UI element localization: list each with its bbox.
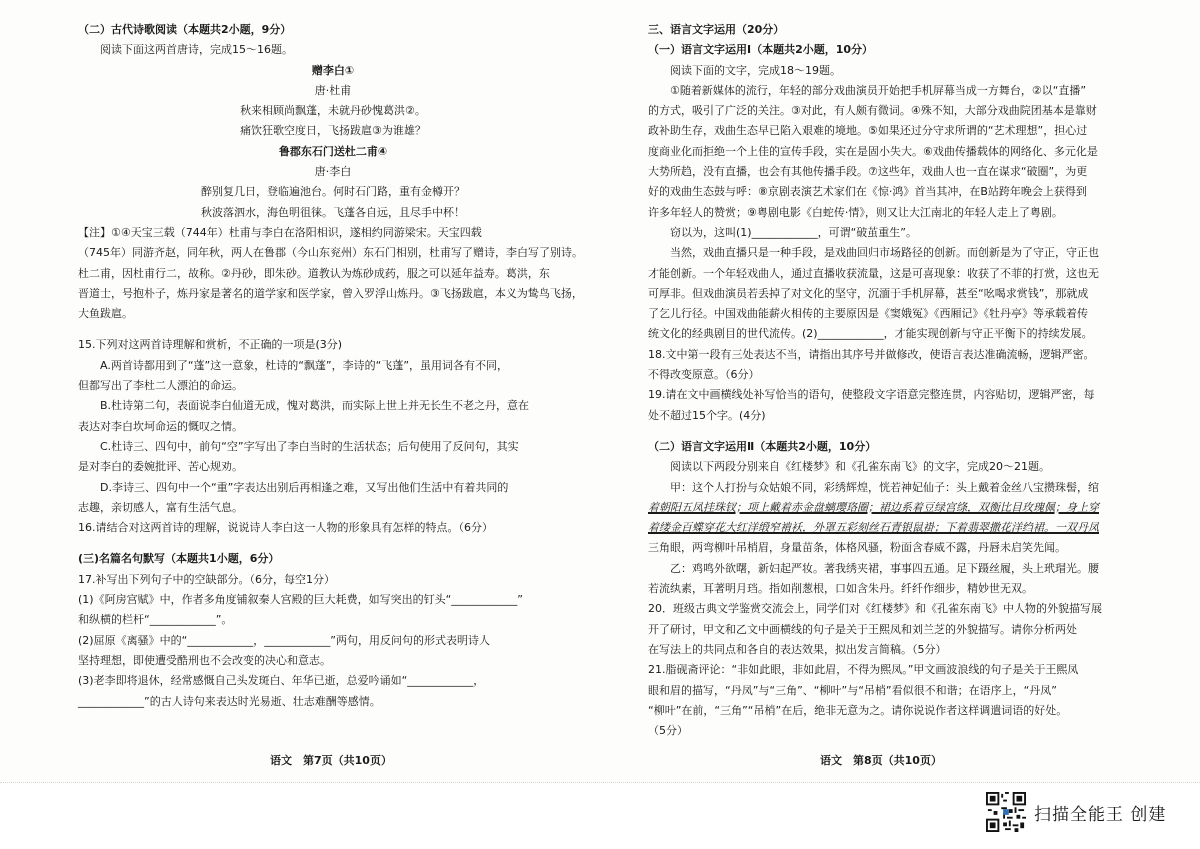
right-page-footer: 语文 第8页（共10页）	[820, 754, 942, 767]
right-text-line: 开了研讨，甲文和乙文中画横线的句子是关于王熙凤和刘兰芝的外貌描写。请你分析两处	[648, 622, 1077, 636]
right-text-line: 度商业化而拒绝一个上佳的宣传手段，实在是固小失大。⑥戏曲传播载体的网络化、多元化是	[648, 144, 1098, 158]
left-text-line: (1)《阿房宫赋》中，作者多角度铺叙秦人宫殿的巨大耗费，如写突出的钉头“____________”	[78, 593, 523, 607]
left-text-line: 志趣，亲切感人，富有生活气息。	[78, 500, 243, 514]
left-text-line: 赠李白①	[311, 63, 355, 77]
right-text-line	[648, 426, 1164, 437]
left-text-line: (2)屈原《离骚》中的“____________，____________”两句，用反问句的形式表明诗人	[78, 633, 490, 647]
right-text-line: 当然，戏曲直播只是一种手段，是戏曲回归市场路径的创新。而创新是为了守正，守正也	[670, 246, 1099, 260]
right-text-line: 处不超过15个字。(4分)	[648, 408, 766, 422]
left-text-line: 晋道士，号抱朴子，炼丹家是著名的道学家和医学家，曾入罗浮山炼丹。③飞扬跋扈，本义为鸷鸟飞扬，	[78, 286, 583, 300]
left-text-line: 坚持理想，即使遭受酷刑也不会改变的决心和意志。	[78, 653, 331, 667]
left-page-footer: 语文 第7页（共10页）	[270, 754, 392, 767]
left-text-line	[78, 324, 588, 335]
left-text-line: 和纵横的栏杆“____________”。	[78, 613, 233, 627]
qr-code-icon	[986, 792, 1026, 832]
right-text-line: 大势所趋，没有直播，也会有其他传播手段。⑦这些年，戏曲人也一直在谋求“破圈”，为更	[648, 165, 1088, 179]
right-text-line: 好的戏曲生态鼓与呼：⑧京剧表演艺术家们在《惊·鸿》首当其冲，在B站跨年晚会上获得到	[648, 185, 1087, 199]
right-text-line: 21.脂砚斋评论：“非如此眼，非如此眉，不得为熙凤。”甲文画波浪线的句子是关于王熙凤	[648, 663, 1079, 677]
left-text-line: 是对李白的委婉批评、苦心规劝。	[78, 460, 243, 474]
left-text-line: C.杜诗三、四句中，前句“空”字写出了李白当时的生活状态；后句使用了反问句，其实	[100, 439, 519, 453]
left-page-column	[78, 20, 588, 712]
left-text-line: (3)老李即将退休，经常感慨自己头发斑白、年华已逝，总爱吟诵如“____________，	[78, 674, 485, 688]
right-text-line: 窃以为，这叫(1)____________，可谓“破茧重生”。	[670, 225, 917, 239]
left-text-line: 表达对李白坎坷命运的慨叹之情。	[78, 419, 243, 433]
left-text-line: 17.补写出下列句子中的空缺部分。（6分，每空1分）	[78, 572, 335, 586]
right-text-line: 着朝阳五凤挂珠钗；项上戴着赤金盘螭璎珞圈；裙边系着豆绿宫绦，双衡比目玫瑰佩；身上穿	[648, 500, 1099, 514]
left-text-line: 痛饮狂歌空度日，飞扬跋扈③为谁雄？	[240, 124, 426, 138]
left-text-line: ____________”的古人诗句来表达时光易逝、壮志难酬等感情。	[78, 694, 381, 708]
right-text-line: 了乞儿行径。中国戏曲能薪火相传的主要原因是《窦娥冤》《西厢记》《牡丹亭》等承载着传	[648, 307, 1088, 321]
right-text-line: 三、语言文字运用（20分）	[648, 23, 785, 36]
right-text-line: 可厚非。但戏曲演员若丢掉了对文化的坚守，沉湎于手机屏幕，甚至“吆喝求赏钱”，那就成	[648, 286, 1089, 300]
left-text-line: （二）古代诗歌阅读（本题共2小题，9分）	[78, 23, 292, 36]
right-text-line: 统文化的经典剧目的世代流传。(2)____________，才能实现创新与守正平衡下的持续发展。	[648, 327, 1093, 341]
right-text-line: （一）语言文字运用Ⅰ（本题共2小题，10分）	[648, 43, 874, 57]
left-text-line: D.李诗三、四句中一个“重”字表达出别后再相逢之难，又写出他们生活中有着共同的	[100, 480, 509, 494]
right-text-line: 不得改变原意。（6分）	[648, 368, 760, 382]
right-text-line: 甲：这个人打扮与众姑娘不同，彩绣辉煌，恍若神妃仙子：头上戴着金丝八宝攒珠髻，绾	[670, 480, 1099, 494]
right-text-line: 阅读以下两段分别来自《红楼梦》和《孔雀东南飞》的文字，完成20～21题。	[670, 460, 1050, 474]
watermark-text: 扫描全能王 创建	[1034, 804, 1167, 825]
left-text-line: 秋波落泗水，海色明徂徕。飞蓬各自远，且尽手中杯！	[201, 205, 465, 219]
right-text-line: 18.文中第一段有三处表达不当，请指出其序号并做修改，使语言表达准确流畅，逻辑严密。	[648, 347, 1095, 361]
left-text-line: 杜二甫，因杜甫行二，故称。②丹砂，即朱砂。道教认为炼砂成药，服之可以延年益寿。葛洪，东	[78, 266, 550, 280]
right-text-line: 的方式，吸引了广泛的关注。③对此，有人颇有微词。④殊不知，大部分戏曲院团基本是靠财	[648, 104, 1097, 118]
right-text-line: 才能创新。一个年轻戏曲人，通过直播收获流量，这是可喜现象：收获了不菲的打赏，这也无	[648, 266, 1099, 280]
left-text-line: 秋来相顾尚飘蓬，未就丹砂愧葛洪②。	[240, 104, 426, 118]
right-text-line: （二）语言文字运用Ⅱ（本题共2小题，10分）	[648, 439, 877, 453]
right-text-line: 若流纨素，耳著明月珰。指如削葱根，口如含朱丹。纤纤作细步，精妙世无双。	[648, 582, 1033, 596]
left-text-line: (三)名篇名句默写（本题共1小题，6分）	[78, 552, 280, 566]
left-text-line: 醉别复几日，登临遍池台。何时石门路，重有金樽开？	[201, 185, 465, 199]
right-text-line: “柳叶”在前，“三角”“吊梢”在后，绝非无意为之。请你说说作者这样调遣词语的好处。	[648, 703, 1068, 717]
right-text-line: 三角眼，两弯柳叶吊梢眉，身量苗条，体格风骚，粉面含春威不露，丹唇未启笑先闻。	[648, 541, 1066, 555]
right-text-line: 乙：鸡鸣外欲曙，新妇起严妆。著我绣夹裙，事事四五通。足下蹑丝履，头上玳瑁光。腰	[670, 561, 1099, 575]
left-text-line: 但都写出了李杜二人漂泊的命运。	[78, 379, 243, 393]
right-text-line: 阅读下面的文字，完成18～19题。	[670, 63, 841, 77]
right-text-line: （5分）	[648, 724, 688, 738]
right-text-line: 在写法上的共同点和各自的表达效果，拟出发言简稿。（5分）	[648, 642, 947, 656]
right-text-line: ①随着新媒体的流行，年轻的部分戏曲演员开始把手机屏幕当成一方舞台，②以“直播”	[670, 83, 1087, 97]
right-text-line: 政补助生存，戏曲生态早已陷入艰难的境地。⑤如果还过分守求所谓的“艺术理想”，担心过	[648, 124, 1088, 138]
left-text-line: 15.下列对这两首诗理解和赏析，不正确的一项是(3分)	[78, 338, 343, 352]
left-text-line: 16.请结合对这两首诗的理解，说说诗人李白这一人物的形象具有怎样的特点。（6分）	[78, 521, 493, 535]
right-text-line: 20．班级古典文学鉴赏交流会上，同学们对《红楼梦》和《孔雀东南飞》中人物的外貌描写展	[648, 602, 1102, 616]
right-text-line: 许多年轻人的赞赏；⑨粤剧电影《白蛇传·情》，则又让大江南北的年轻人走上了粤剧。	[648, 205, 1063, 219]
left-text-line: A.两首诗都用到了“蓬”这一意象，杜诗的“飘蓬”，李诗的“飞蓬”，虽用词各有不同，	[100, 358, 509, 372]
left-text-line: 鲁郡东石门送杜二甫④	[278, 144, 388, 158]
right-page-column	[648, 20, 1164, 741]
right-text-line: 眼和眉的描写，“丹凤”与“三角”、“柳叶”与“吊梢”看似很不和谐；在语序上，“丹凤”	[648, 683, 1057, 697]
scanner-watermark	[986, 792, 1166, 832]
right-text-line: 19.请在文中画横线处补写恰当的语句，使整段文字语意完整连贯，内容贴切，逻辑严密，每	[648, 388, 1095, 402]
left-text-line: 阅读下面这两首唐诗，完成15～16题。	[100, 43, 293, 57]
right-text-line: 着缕金百蝶穿花大红洋缎窄褃袄，外罩五彩刻丝石青银鼠褂；下着翡翠撒花洋绉裙。一双丹凤	[648, 521, 1099, 535]
left-text-line: 大鱼跋扈。	[78, 307, 133, 321]
left-text-line: （745年）同游齐赵，同年秋，两人在鲁郡（今山东兖州）东石门相别，杜甫写了赠诗，李白写了别诗。	[78, 246, 583, 260]
left-text-line: 唐·李白	[314, 165, 352, 179]
left-text-line	[78, 538, 588, 549]
left-text-line: B.杜诗第二句，表面说李白仙道无成，愧对葛洪，而实际上世上并无长生不老之丹，意在	[100, 399, 530, 413]
left-text-line: 唐·杜甫	[314, 83, 352, 97]
left-text-line: 【注】①④天宝三载（744年）杜甫与李白在洛阳相识，遂相约同游梁宋。天宝四载	[78, 225, 482, 239]
